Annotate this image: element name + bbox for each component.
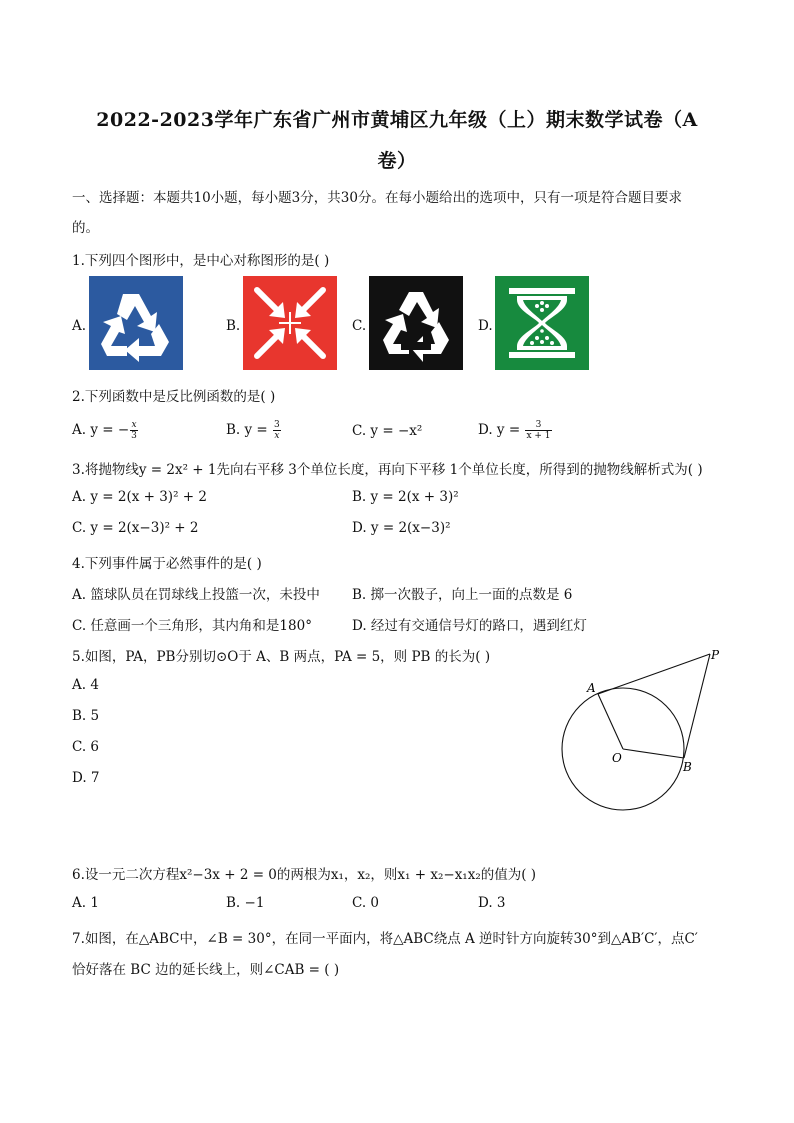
q5-tangent-pa	[598, 654, 710, 694]
q4-option-d: D. 经过有交通信号灯的路口，遇到红灯	[352, 618, 587, 634]
q2-option-c: C. y = −x²	[352, 423, 423, 439]
q3-option-d: D. y = 2(x−3)²	[352, 520, 451, 536]
q5-tangent-pb	[684, 654, 710, 758]
q2-option-d: D. y = $\frac{3}{x + 1}$	[478, 420, 551, 441]
q3-stem: 3.将抛物线y = 2x² + 1先向右平移 3个单位长度，再向下平移 1个单位长度，所得到的抛物线解析式为( )	[72, 462, 703, 478]
q1-option-d-label: D.	[478, 318, 493, 334]
q4-option-a: A. 篮球队员在罚球线上投篮一次，未投中	[72, 587, 320, 603]
q2-option-b-fraction: $\frac{3}{x}$	[274, 420, 280, 441]
q1-option-c-recycle-icon	[369, 276, 463, 370]
q5-option-c: C. 6	[72, 739, 100, 755]
q2-option-b: B. y = $\frac{3}{x}$	[226, 420, 280, 441]
q5-option-b: B. 5	[72, 708, 100, 724]
exam-title-line1: 2022-2023学年广东省广州市黄埔区九年级（上）期末数学试卷（A	[96, 109, 698, 131]
q4-option-c: C. 任意画一个三角形，其内角和是180°	[72, 618, 312, 634]
q7-stem-line1: 7.如图，在△ABC中，∠B = 30°，在同一平面内，将△ABC绕点 A 逆时针方向旋转30°到△AB′C′，点C′	[72, 931, 698, 947]
q6-stem: 6.设一元二次方程x²−3x + 2 = 0的两根为x₁，x₂，则x₁ + x₂−x₁x₂的值为( )	[72, 867, 537, 883]
q5-label-o: O	[612, 751, 622, 765]
q7-stem-line2: 恰好落在 BC 边的延长线上，则∠CAB = ( )	[72, 962, 340, 978]
q6-option-a: A. 1	[72, 895, 99, 911]
exam-title-line2: 卷）	[377, 150, 417, 172]
q1-option-c-label: C.	[352, 318, 367, 334]
q1-option-d-hourglass-icon	[495, 276, 589, 370]
q6-option-d: D. 3	[478, 895, 506, 911]
q5-circle-tangent-figure	[555, 642, 735, 817]
q2-option-a: A. y = − $\frac{x}{3}$	[72, 420, 137, 441]
q1-stem: 1.下列四个图形中，是中心对称图形的是( )	[72, 253, 330, 269]
q1-option-a-recycle-icon	[89, 276, 183, 370]
q2-stem: 2.下列函数中是反比例函数的是( )	[72, 389, 276, 405]
q5-label-p: P	[711, 648, 720, 662]
q5-option-a: A. 4	[72, 677, 99, 693]
q1-option-b-label: B.	[226, 318, 241, 334]
q5-radius-oa	[598, 694, 623, 749]
q3-option-c: C. y = 2(x−3)² + 2	[72, 520, 199, 536]
section-heading: 一、选择题：本题共10小题，每小题3分，共30分。在每小题给出的选项中，只有一项是符合题目要求	[72, 190, 682, 206]
q5-stem: 5.如图，PA，PB分别切⊙O于 A、B 两点，PA = 5，则 PB 的长为( )	[72, 649, 491, 665]
q5-radius-ob	[623, 749, 684, 758]
q5-label-a: A	[587, 681, 596, 695]
q4-stem: 4.下列事件属于必然事件的是( )	[72, 556, 262, 572]
q6-option-c: C. 0	[352, 895, 380, 911]
q2-option-d-fraction: $\frac{3}{x + 1}$	[526, 420, 551, 441]
q3-option-b: B. y = 2(x + 3)²	[352, 489, 459, 505]
q5-option-d: D. 7	[72, 770, 100, 786]
q1-option-a-label: A.	[72, 318, 87, 334]
q6-option-b: B. −1	[226, 895, 265, 911]
q4-option-b: B. 掷一次骰子，向上一面的点数是 6	[352, 587, 573, 603]
q1-option-b-converge-arrows-icon	[243, 276, 337, 370]
q5-label-b: B	[683, 760, 692, 774]
section-heading-cont: 的。	[72, 220, 99, 236]
q3-option-a: A. y = 2(x + 3)² + 2	[72, 489, 207, 505]
q2-option-a-fraction: $\frac{x}{3}$	[131, 420, 137, 441]
